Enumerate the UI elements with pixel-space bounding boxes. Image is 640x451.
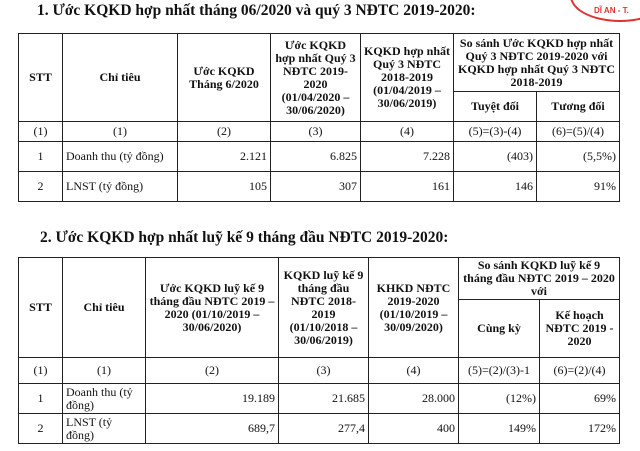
seal-text: DĨ AN - T.	[594, 6, 629, 15]
header-result-q3-prev: KQKD hợp nhất Quý 3 NĐTC 2018-2019 (01/04/2019 – 30/06/2019)	[361, 34, 454, 122]
header-relative: Tương đối	[537, 92, 620, 122]
row-value: (403)	[454, 142, 537, 172]
header-comparison: So sánh Ước KQKD hợp nhất Quý 3 NĐTC 2019-2020 với KQKD hợp nhất Quý 3 NĐTC 2018-2019	[454, 34, 620, 92]
table-row	[19, 142, 620, 172]
table-row	[19, 414, 620, 444]
header-estimate-9m: Ước KQKD luỹ kế 9 tháng đầu NĐTC 2019 – 2020 (01/10/2019 – 30/06/2020)	[146, 258, 279, 358]
row-stt: 1	[19, 142, 63, 172]
row-value: 161	[361, 172, 454, 202]
row-value: 689,7	[146, 414, 279, 444]
row-value: 149%	[459, 414, 540, 444]
row-value: 277,4	[279, 414, 369, 444]
header-plan: Kế hoạch NĐTC 2019 - 2020	[540, 300, 620, 358]
header-stt: STT	[19, 258, 63, 358]
row-name: LNST (tỷ đồng)	[63, 172, 178, 202]
row-value: (12%)	[459, 384, 540, 414]
table-row	[19, 172, 620, 202]
index-cell: (4)	[361, 122, 454, 142]
row-value: 2.121	[178, 142, 271, 172]
row-value: 19.189	[146, 384, 279, 414]
index-cell: (1)	[63, 122, 178, 142]
row-value: 307	[271, 172, 361, 202]
row-value: (5,5%)	[537, 142, 620, 172]
index-cell: (3)	[271, 122, 361, 142]
index-cell: (6)=(2)/(4)	[540, 358, 620, 384]
row-value: 105	[178, 172, 271, 202]
index-cell: (1)	[19, 358, 63, 384]
index-cell: (6)=(5)/(4)	[537, 122, 620, 142]
header-business-plan: KHKD NĐTC 2019-2020 (01/10/2019 – 30/09/2020)	[369, 258, 459, 358]
row-name: Doanh thu (tỷ đồng)	[63, 384, 146, 414]
index-cell: (3)	[279, 358, 369, 384]
header-same-period: Cùng kỳ	[459, 300, 540, 358]
row-stt: 2	[19, 172, 63, 202]
row-value: 400	[369, 414, 459, 444]
row-value: 6.825	[271, 142, 361, 172]
row-value: 69%	[540, 384, 620, 414]
index-cell: (1)	[19, 122, 63, 142]
index-cell: (2)	[146, 358, 279, 384]
header-absolute: Tuyệt đối	[454, 92, 537, 122]
section2-heading: 2. Ước KQKD hợp nhất luỹ kế 9 tháng đầu NĐTC 2019-2020:	[40, 229, 449, 246]
table-row	[19, 384, 620, 414]
row-stt: 2	[19, 414, 63, 444]
header-chi-tieu: Chỉ tiêu	[63, 258, 146, 358]
index-cell: (5)=(3)-(4)	[454, 122, 537, 142]
header-chi-tieu: Chỉ tiêu	[63, 34, 178, 122]
header-estimate-q3: Ước KQKD hợp nhất Quý 3 NĐTC 2019-2020 (01/04/2020 – 30/06/2020)	[271, 34, 361, 122]
section1-heading: 1. Ước KQKD hợp nhất tháng 06/2020 và quý 3 NĐTC 2019-2020:	[37, 2, 476, 19]
index-cell: (1)	[63, 358, 146, 384]
index-cell: (5)=(2)/(3)-1	[459, 358, 540, 384]
header-estimate-june: Ước KQKD Tháng 6/2020	[178, 34, 271, 122]
header-result-9m-prev: KQKD luỹ kế 9 tháng đầu NĐTC 2018-2019 (01/10/2018 – 30/06/2019)	[279, 258, 369, 358]
row-value: 7.228	[361, 142, 454, 172]
row-value: 21.685	[279, 384, 369, 414]
index-cell: (2)	[178, 122, 271, 142]
row-name: Doanh thu (tỷ đồng)	[63, 142, 178, 172]
index-cell: (4)	[369, 358, 459, 384]
quarterly-results-table	[18, 33, 620, 202]
row-value: 28.000	[369, 384, 459, 414]
company-seal	[570, 0, 640, 22]
row-value: 146	[454, 172, 537, 202]
nine-month-results-table	[18, 257, 620, 444]
row-name: LNST (tỷ đồng)	[63, 414, 146, 444]
row-value: 91%	[537, 172, 620, 202]
row-stt: 1	[19, 384, 63, 414]
header-comparison: So sánh KQKD luỹ kế 9 tháng đầu NĐTC 2019 – 2020 với	[459, 258, 620, 300]
row-value: 172%	[540, 414, 620, 444]
header-stt: STT	[19, 34, 63, 122]
